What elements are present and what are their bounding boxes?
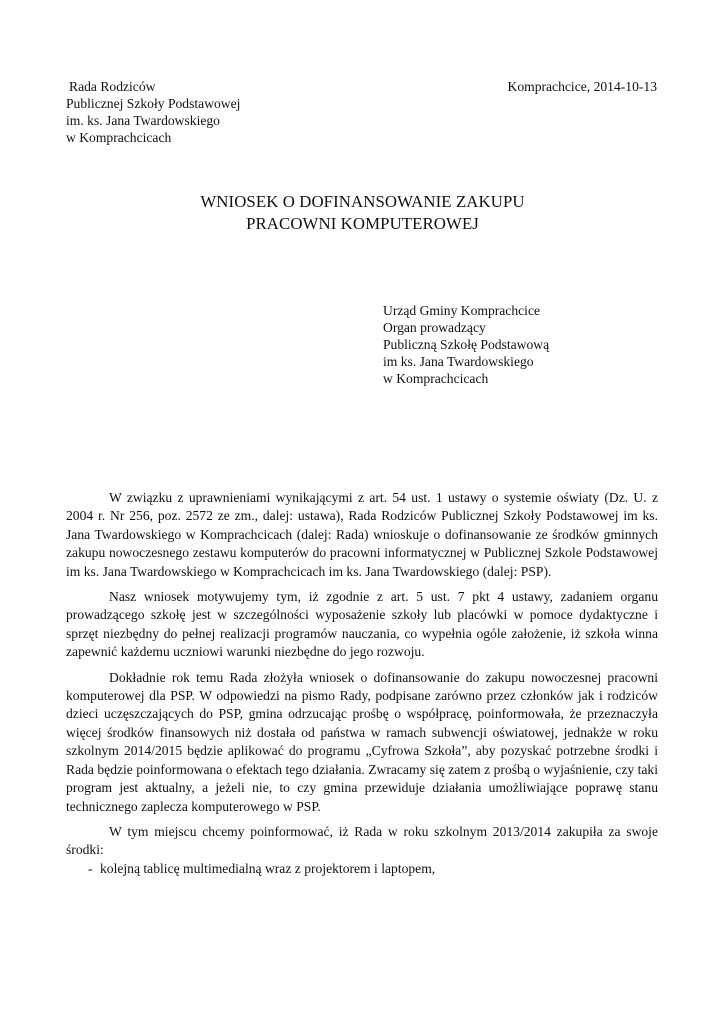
recipient-line: Organ prowadzący bbox=[383, 320, 486, 335]
title-line: PRACOWNI KOMPUTEROWEJ bbox=[246, 214, 479, 233]
sender-line: Rada Rodziców bbox=[69, 79, 156, 94]
body-paragraph: Dokładnie rok temu Rada złożyła wniosek o dofinansowanie do zakupu nowoczesnej pracowni komputerowej dla PSP. W odpowiedzi na pismo Rady, podpisane zarówno przez członków jak i rodziców dzieci uczęszczających do PSP, gmina odrzucając prośbę o współpracę, poinformowała, że przeznaczyła więcej środków finansowych niż dostała od państwa w ramach subwencji oświatowej, jednakże w roku szkolnym 2014/2015 będzie aplikować do programu „Cyfrowa Szkoła”, aby pozyskać potrzebne środki i Rada będzie poinformowana o efektach tego działania. Zwracamy się zatem z prośbą o wyjaśnienie, czy taki program jest aktualny, a jeżeli nie, to czy gmina przewiduje działania umożliwiające poprawę stanu technicznego zaplecza komputerowego w PSP. bbox=[66, 669, 658, 814]
list-item bbox=[66, 860, 658, 878]
recipient-line: im ks. Jana Twardowskiego bbox=[383, 354, 534, 369]
recipient-address bbox=[383, 302, 549, 387]
document-title bbox=[0, 191, 725, 235]
title-line: WNIOSEK O DOFINANSOWANIE ZAKUPU bbox=[200, 192, 525, 211]
sender-address bbox=[66, 78, 240, 146]
recipient-line: Urząd Gminy Komprachcice bbox=[383, 303, 541, 318]
sender-line: im. ks. Jana Twardowskiego bbox=[66, 113, 220, 128]
sender-line: w Komprachcicach bbox=[66, 130, 172, 145]
body-paragraph: W tym miejscu chcemy poinformować, iż Rada w roku szkolnym 2013/2014 zakupiła za swoje środki: bbox=[66, 823, 658, 858]
recipient-line: Publiczną Szkołę Podstawową bbox=[383, 337, 550, 352]
recipient-line: w Komprachcicach bbox=[383, 371, 489, 386]
body-paragraph: W związku z uprawnieniami wynikającymi z art. 54 ust. 1 ustawy o systemie oświaty (Dz. U. z 2004 r. Nr 256, poz. 2572 ze zm., dalej: ustawa), Rada Rodziców Publicznej Szkoły Podstawowej im ks. Jana Twardowskiego w Komprachcicach (dalej: Rada) wnioskuje o dofinansowanie ze środków gminnych zakupu nowoczesnego zestawu komputerów do pracowni informatycznej w Publicznej Szkole Podstawowej im ks. Jana Twardowskiego w Komprachcicach im ks. Jana Twardowskiego (dalej: PSP). bbox=[66, 490, 658, 579]
list-bullet: - bbox=[88, 860, 93, 876]
sender-line: Publicznej Szkoły Podstawowej bbox=[66, 96, 241, 111]
place-and-date: Komprachcice, 2014-10-13 bbox=[507, 79, 657, 94]
list-item-text: kolejną tablicę multimedialną wraz z projektorem i laptopem, bbox=[100, 860, 436, 876]
letter-body bbox=[66, 489, 658, 878]
purchased-items-list bbox=[66, 860, 658, 878]
body-paragraph: Nasz wniosek motywujemy tym, iż zgodnie z art. 5 ust. 7 pkt 4 ustawy, zadaniem organu prowadzącego szkołę jest w szczególności wyposażenie szkoły lub placówki w pomoce dydaktyczne i sprzęt niezbędny do pełnej realizacji programów nauczania, co wypełnia ogóle założenie, iż szkoła winna zapewnić każdemu uczniowi warunki niezbędne do jego rozwoju. bbox=[66, 589, 658, 660]
